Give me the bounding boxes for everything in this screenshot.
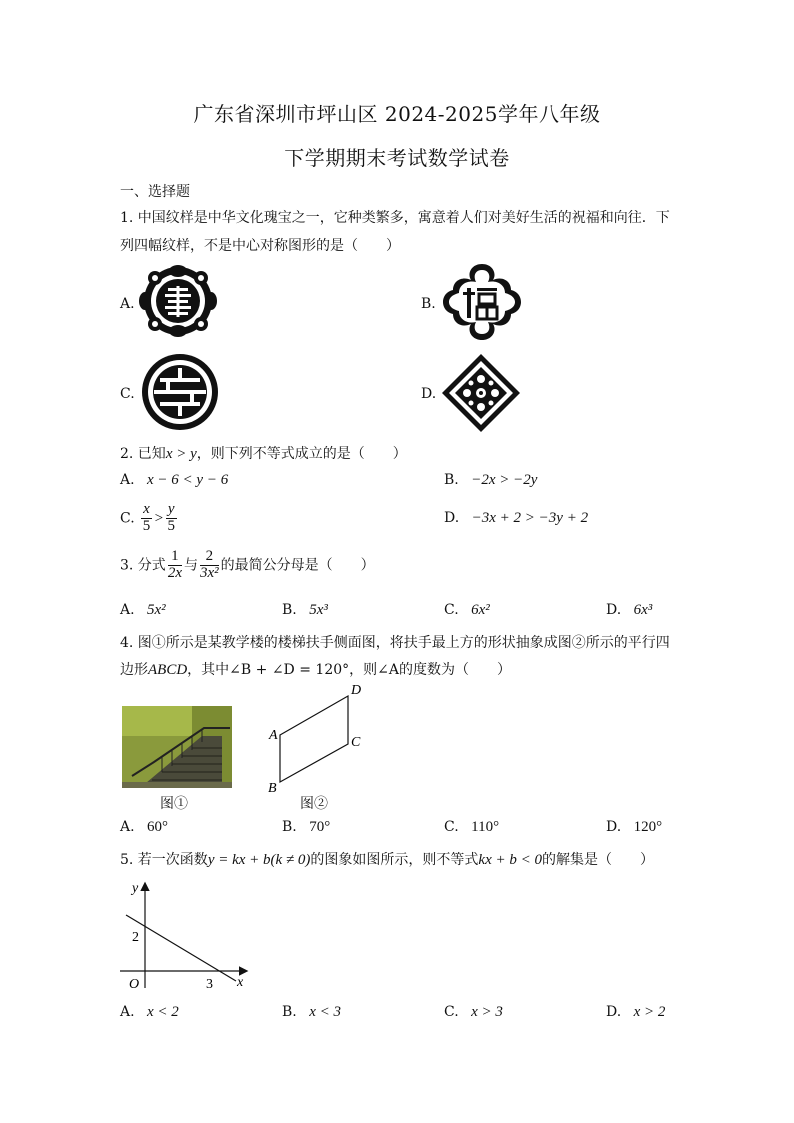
q2-option-d-math: −3x + 2 > −3y + 2 xyxy=(471,510,589,526)
q2-stem xyxy=(120,443,407,463)
q4-option-b xyxy=(282,819,330,836)
q2-option-c-frac1: $\frac{x}{5}$ xyxy=(142,501,151,534)
q4-point-d: D xyxy=(351,683,362,698)
section-heading: 一、选择题 xyxy=(120,184,190,200)
paper-title-line2: 下学期期末考试数学试卷 xyxy=(284,146,510,170)
q4-point-a: A xyxy=(269,728,278,743)
q3-option-a-label: A. xyxy=(120,602,135,618)
q1-pattern-d-image xyxy=(440,352,522,434)
q3-option-b xyxy=(282,602,328,619)
q3-option-b-label: B. xyxy=(282,602,297,618)
q5-option-b xyxy=(282,1004,341,1021)
q5-stem-function: y = kx + b(k ≠ 0) xyxy=(207,852,311,868)
q2-option-a xyxy=(120,472,228,489)
q4-figure1-caption: 图① xyxy=(160,796,188,812)
q5-option-b-math: x < 3 xyxy=(309,1004,341,1020)
q3-fraction-1: $\frac{1}{2x}$ xyxy=(167,548,182,581)
q2-stem-pre: 2. 已知 xyxy=(120,446,166,462)
q5-x-intercept-label: 3 xyxy=(206,977,213,992)
q2-option-c-label: C. xyxy=(120,510,135,527)
q5-option-d xyxy=(606,1004,665,1021)
q5-y-intercept-label: 2 xyxy=(132,930,139,945)
q3-stem-pre: 3. 分式 xyxy=(120,557,166,574)
q4-option-a-label: A. xyxy=(120,819,135,835)
q4-stem-line2 xyxy=(120,659,511,679)
q5-option-d-label: D. xyxy=(606,1004,622,1020)
q1-option-d-label: D. xyxy=(421,386,437,402)
q3-option-d-math: 6x³ xyxy=(633,602,653,618)
paper-title-line1: 广东省深圳市坪山区 2024-2025学年八年级 xyxy=(193,102,601,126)
q2-option-a-math: x − 6 < y − 6 xyxy=(147,472,229,488)
q5-origin-label: O xyxy=(129,977,140,992)
q3-option-c-math: 6x² xyxy=(471,602,490,618)
q4-option-c xyxy=(444,819,499,836)
q3-option-d xyxy=(606,602,652,619)
q4-option-b-value: 70° xyxy=(309,819,331,835)
q2-option-c xyxy=(120,502,179,535)
q3-fraction-2: $\frac{2}{\text{3x²}}$ xyxy=(199,548,219,581)
q2-option-c-frac2: $\frac{y}{5}$ xyxy=(167,501,175,534)
q5-x-axis-label: x xyxy=(237,975,244,990)
q1-pattern-b-image xyxy=(441,262,523,342)
q5-option-c xyxy=(444,1004,503,1021)
q1-option-c-label: C. xyxy=(120,386,135,402)
q2-option-c-gt: > xyxy=(153,510,164,527)
q4-point-b: B xyxy=(268,781,277,794)
q4-option-d-value: 120° xyxy=(633,819,663,835)
q1-option-a-label: A. xyxy=(120,296,135,312)
q3-stem-mid: 与 xyxy=(183,557,198,574)
q3-option-c-label: C. xyxy=(444,602,459,618)
q5-option-c-math: x > 3 xyxy=(471,1004,503,1020)
q4-figure2-caption: 图② xyxy=(300,796,328,812)
q5-stem xyxy=(120,849,654,869)
q4-option-c-label: C. xyxy=(444,819,459,835)
q2-option-d-label: D. xyxy=(444,510,460,526)
q3-option-d-label: D. xyxy=(606,602,622,618)
q5-stem-post: 的解集是（ ） xyxy=(541,852,654,868)
q5-option-a-label: A. xyxy=(120,1004,135,1020)
q4-stem-line1: 4. 图①所示是某教学楼的楼梯扶手侧面图，将扶手最上方的形状抽象成图②所示的平行四 xyxy=(120,635,670,651)
q4-stem-line2-pre: 边形 xyxy=(120,662,148,678)
q4-option-b-label: B. xyxy=(282,819,297,835)
q3-option-a xyxy=(120,602,166,619)
q5-y-axis-label: y xyxy=(132,881,139,896)
q4-point-c: C xyxy=(351,735,361,750)
q1-pattern-a-image xyxy=(137,264,219,338)
q5-stem-inequality: kx + b < 0 xyxy=(478,852,542,868)
q2-stem-math: x > y xyxy=(165,446,197,462)
q1-option-b-label: B. xyxy=(421,296,436,312)
q2-stem-post: ，则下列不等式成立的是（ ） xyxy=(196,446,407,462)
q3-option-c xyxy=(444,602,490,619)
q5-option-a-math: x < 2 xyxy=(147,1004,179,1020)
q4-option-a xyxy=(120,819,168,836)
q2-option-b-math: −2x > −2y xyxy=(471,472,538,488)
q2-option-b-label: B. xyxy=(444,472,459,488)
q1-pattern-c-image xyxy=(140,352,220,432)
q5-option-d-math: x > 2 xyxy=(633,1004,666,1020)
q4-parallelogram-diagram xyxy=(262,682,368,794)
q4-stem-line2-mid: ，其中∠B + ∠D = 120°，则∠A的度数为（ ） xyxy=(187,662,511,678)
q5-stem-pre: 5. 若一次函数 xyxy=(120,852,208,868)
q3-option-a-math: 5x² xyxy=(147,602,166,618)
q2-option-d xyxy=(444,510,588,527)
q5-option-a xyxy=(120,1004,179,1021)
q4-option-c-value: 110° xyxy=(471,819,500,835)
q1-stem-line1: 1. 中国纹样是中华文化瑰宝之一，它种类繁多，寓意着人们对美好生活的祝福和向往．下 xyxy=(120,210,670,226)
q3-option-b-math: 5x³ xyxy=(309,602,328,618)
q4-option-a-value: 60° xyxy=(147,819,169,835)
q4-staircase-photo xyxy=(122,706,232,788)
q4-option-d-label: D. xyxy=(606,819,622,835)
q2-option-b xyxy=(444,472,537,489)
q3-stem-post: 的最简公分母是（ ） xyxy=(220,557,375,574)
q1-stem-line2: 列四幅纹样，不是中心对称图形的是（ ） xyxy=(120,238,400,254)
q4-stem-abcd: ABCD xyxy=(148,662,188,678)
q4-option-d xyxy=(606,819,662,836)
q3-stem xyxy=(120,549,375,582)
q2-option-a-label: A. xyxy=(120,472,135,488)
q5-option-b-label: B. xyxy=(282,1004,297,1020)
q5-stem-mid: 的图象如图所示，则不等式 xyxy=(310,852,479,868)
q5-option-c-label: C. xyxy=(444,1004,459,1020)
q5-function-graph xyxy=(112,876,252,994)
